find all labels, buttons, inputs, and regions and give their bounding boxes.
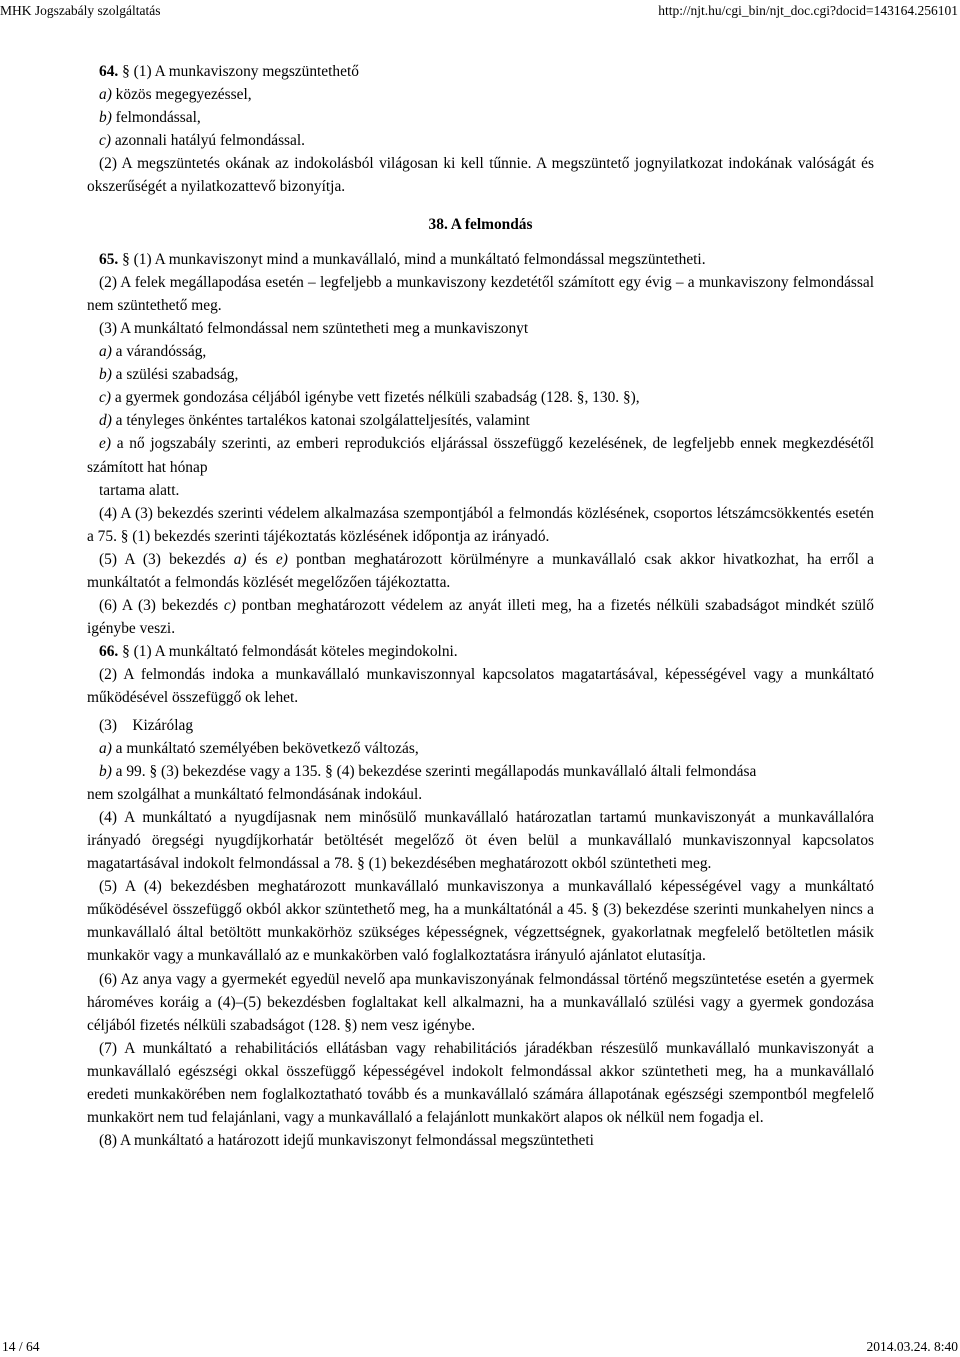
section-64-p1: 64. § (1) A munkaviszony megszüntethető	[99, 63, 359, 80]
section-65-item-e: e) a nő jogszabály szerinti, az emberi reprodukciós eljárással összefüggő kezelésének, de legfeljebb ennek megkezdésétől számított hat hónap	[87, 435, 874, 476]
page-footer	[0, 1337, 960, 1357]
header-url: http://njt.hu/cgi_bin/njt_doc.cgi?docid=143164.256101	[658, 3, 958, 18]
section-65-p3: (3) A munkáltató felmondással nem szüntetheti meg a munkaviszonyt	[99, 319, 529, 337]
page-number: 14 / 64	[2, 1339, 40, 1354]
section-65-p6: (6) A (3) bekezdés c) pontban meghatározott védelem az anyát illeti meg, ha a fizetés nélküli szabadságot mindkét szülő igénybe veszi.	[87, 597, 874, 638]
print-timestamp: 2014.03.24. 8:40	[866, 1339, 958, 1354]
section-64-item-a: a) közös megegyezéssel,	[99, 86, 252, 104]
page-header	[0, 0, 960, 22]
section-66-p2: (2) A felmondás indoka a munkavállaló munkaviszonnyal kapcsolatos magatartásával, képességével vagy a munkáltató működésével összefüggő ok lehet.	[87, 666, 874, 707]
section-66-item-b-tail: nem szolgálhat a munkáltató felmondásának indokául.	[87, 785, 423, 803]
section-65-tail: tartama alatt.	[99, 481, 180, 499]
header-source: MHK Jogszabály szolgáltatás	[0, 3, 161, 18]
section-65-item-b: b) a szülési szabadság,	[99, 366, 239, 384]
section-66-p6: (6) Az anya vagy a gyermekét egyedül nevelő apa munkaviszonyának felmondással történő megszüntetése esetén a gyermek hároméves koráig a (4)–(5) bekezdésben foglaltakat kell alkalmazni, ha a munkavállaló szülési vagy a gyermek gondozása céljából fizetés nélküli szabadságot (128. §) nem vesz igénybe.	[87, 970, 874, 1034]
heading-38: 38. A felmondás	[428, 215, 533, 233]
section-66-item-a: a) a munkáltató személyében bekövetkező változás,	[99, 739, 419, 757]
section-64-p2: (2) A megszüntetés okának az indokolásból világosan ki kell tűnnie. A megszüntető jognyilatkozat indokának valóságát és okszerűségét a nyilatkozattevő bizonyítja.	[87, 155, 874, 196]
section-65-p4: (4) A (3) bekezdés szerinti védelem alkalmazása szempontjából a felmondás közlésének, csoportos létszámcsökkentés esetén a 75. § (1) bekezdés szerinti tájékoztatás közlésének időpontja az irányadó.	[87, 504, 874, 545]
section-65-p2: (2) A felek megállapodása esetén – legfeljebb a munkaviszony kezdetétől számított egy évig – a munkaviszony felmondással nem szüntethető meg.	[87, 273, 874, 314]
section-65-item-d: d) a tényleges önkéntes tartalékos katonai szolgálatteljesítés, valamint	[99, 412, 530, 430]
section-65-item-c: c) a gyermek gondozása céljából igénybe vett fizetés nélküli szabadság (128. §, 130. §),	[99, 389, 640, 407]
section-66-p5: (5) A (4) bekezdésben meghatározott munkavállaló munkaviszonya a munkavállaló képességével vagy a munkáltató működésével összefüggő okból akkor szüntethető meg, ha a munkáltatónál a 45. § (3) bekezdése szerinti munkahelyen nincs a munkavállaló által betöltött munkakörhöz szükséges képességnek, végzettségnek, gyakorlatnak megfelelő betöltetlen másik munkakör vagy a munkavállaló az e munkakörben való foglalkoztatásra irányuló ajánlatot elutasítja.	[87, 878, 874, 965]
section-64-item-b: b) felmondással,	[99, 109, 201, 127]
section-65-p1: 65. § (1) A munkaviszonyt mind a munkavállaló, mind a munkáltató felmondással megszüntetheti.	[99, 250, 706, 268]
section-66-p8: (8) A munkáltató a határozott idejű munkaviszonyt felmondással megszüntetheti	[99, 1132, 594, 1150]
section-65-p5: (5) A (3) bekezdés a) és e) pontban meghatározott körülményre a munkavállaló csak akkor hivatkozhat, ha erről a munkáltatót a felmondás közlését megelőzően tájékoztatta.	[87, 550, 874, 591]
document-body	[87, 60, 874, 1152]
section-66-item-b: b) a 99. § (3) bekezdése vagy a 135. § (4) bekezdése szerinti megállapodás munkavállaló általi felmondása	[99, 762, 757, 780]
section-66-p3: (3) Kizárólag	[99, 716, 194, 734]
section-66-p4: (4) A munkáltató a nyugdíjasnak nem minősülő munkavállaló határozatlan tartamú munkaviszonyát a munkavállalóra irányadó öregségi nyugdíjkorhatár betöltését megelőző öt éven belül a munkavállaló munkaviszonnyal kapcsolatos magatartásával indokolt felmondással a 78. § (1) bekezdésében meghatározott okból szüntetheti meg.	[87, 808, 874, 873]
section-66-p7: (7) A munkáltató a rehabilitációs ellátásban vagy rehabilitációs járadékban részesülő munkavállaló munkaviszonyát a munkavállaló egészségi okkal összefüggő képességével indokolt felmondással akkor szüntetheti meg, ha a munkavállaló eredeti munkakörében nem foglalkoztatható tovább és a munkavállaló számára állapotának egészségi szempontból megfelelő munkakört nem tud felajánlani, vagy a munkavállaló a felajánlott munkakört alapos ok nélkül nem fogadja el.	[87, 1039, 874, 1127]
section-65-number: 65.	[99, 250, 119, 268]
section-66-number: 66.	[99, 643, 119, 661]
section-65-item-a: a) a várandósság,	[99, 343, 207, 361]
section-64-number: 64.	[99, 63, 119, 80]
section-64-item-c: c) azonnali hatályú felmondással.	[99, 132, 305, 150]
section-66-p1: 66. § (1) A munkáltató felmondását köteles megindokolni.	[99, 643, 458, 661]
